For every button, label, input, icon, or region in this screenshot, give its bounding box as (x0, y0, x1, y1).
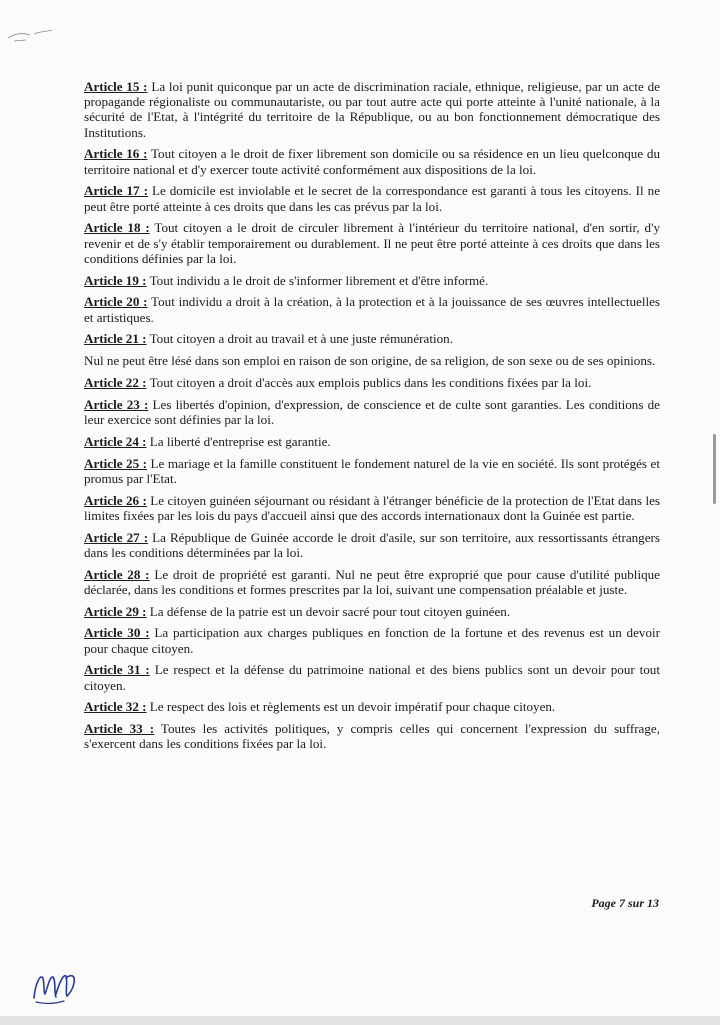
article-label: Article 17 : (84, 183, 148, 199)
article-paragraph (84, 79, 660, 140)
article-paragraph (84, 434, 660, 449)
article-label: Article 15 : (84, 79, 148, 94)
article-paragraph (84, 146, 660, 176)
article-paragraph (84, 294, 660, 324)
article-text: Tout citoyen a le droit de fixer librement son domicile ou sa résidence en un lieu quelconque du territoire national et d'y exercer toute activité conformément aux dispositions de la loi. (84, 146, 660, 177)
article-label: Article 27 : (84, 529, 149, 545)
article-text: Tout individu a le droit de s'informer librement et d'être informé. (146, 272, 489, 288)
article-paragraph (84, 220, 660, 266)
scrollbar-thumb[interactable] (713, 434, 716, 504)
article-paragraph (84, 331, 660, 346)
article-label: Article 28 : (84, 566, 150, 582)
article-text: La liberté d'entreprise est garantie. (146, 433, 331, 449)
article-text: Le respect et la défense du patrimoine national et des biens publics sont un devoir pour tout citoyen. (84, 662, 660, 693)
article-paragraph (84, 604, 660, 619)
article-text: La République de Guinée accorde le droit d'asile, sur son territoire, aux ressortissants étrangers dans les conditions déterminées par la loi. (84, 529, 660, 560)
article-label: Article 33 : (84, 721, 155, 737)
article-paragraph (84, 625, 660, 655)
article-label: Article 26 : (84, 492, 147, 508)
article-paragraph (84, 493, 660, 523)
article-paragraph (84, 375, 660, 390)
article-paragraph (84, 397, 660, 427)
article-text: Les libertés d'opinion, d'expression, de conscience et de culte sont garanties. Les conditions de leur exercice sont définies par la loi. (84, 396, 660, 427)
article-text: La loi punit quiconque par un acte de discrimination raciale, ethnique, religieuse, par un acte de propagande régionaliste ou communautariste, ou par tout autre acte qui porte atteinte à l'unité nationale, à la sécurité de l'Etat, à l'intégrité du territoire de la République, ou au bon fonctionnement démocratique des Institutions. (84, 79, 660, 140)
article-paragraph (84, 273, 660, 288)
article-text: Le citoyen guinéen séjournant ou résidant à l'étranger bénéficie de la protection de l'Etat dans les limites fixées par les lois du pays d'accueil ainsi que des accords internationaux dont la Guinée est partie. (84, 492, 660, 523)
article-label: Article 30 : (84, 625, 150, 641)
article-text: Nul ne peut être lésé dans son emploi en raison de son origine, de sa religion, de son sexe ou de ses opinions. (84, 353, 656, 369)
article-text: Tout citoyen a droit au travail et à une juste rémunération. (146, 331, 453, 347)
article-paragraph (84, 183, 660, 213)
article-label: Article 19 : (84, 272, 147, 288)
article-label: Article 23 : (84, 396, 149, 412)
article-paragraph (84, 456, 660, 486)
article-text: Le domicile est inviolable et le secret de la correspondance est garanti à tous les citoyens. Il ne peut être porté atteinte à ces droits que dans les cas prévus par la loi. (84, 183, 661, 214)
page-number: Page 7 sur 13 (591, 896, 659, 910)
article-paragraph (84, 721, 660, 751)
article-text: La défense de la patrie est un devoir sacré pour tout citoyen guinéen. (146, 603, 511, 619)
article-text: Tout individu a droit à la création, à la protection et à la jouissance de ses œuvres intellectuelles et artistiques. (84, 294, 660, 325)
article-paragraph (84, 530, 660, 560)
article-label: Article 18 : (84, 220, 150, 236)
article-text: Tout citoyen a le droit de circuler librement à l'intérieur du territoire national, d'en sortir, d'y revenir et de s'y établir temporairement ou durablement. Il ne peut être porté atteinte à ces droits que dans les conditions définies par la loi. (84, 220, 660, 266)
article-paragraph (84, 699, 660, 714)
article-label: Article 32 : (84, 699, 147, 715)
article-label: Article 21 : (84, 331, 147, 347)
article-continuation-paragraph (84, 353, 660, 368)
article-paragraph (84, 567, 660, 597)
article-paragraph (84, 662, 660, 692)
article-text: Toutes les activités politiques, y compris celles qui concernent l'expression du suffrage, s'exercent dans les conditions fixées par la loi. (84, 721, 660, 752)
article-text: Le respect des lois et règlements est un devoir impératif pour chaque citoyen. (146, 699, 556, 715)
article-label: Article 24 : (84, 433, 147, 449)
article-text: La participation aux charges publiques en fonction de la fortune et des revenus est un devoir pour chaque citoyen. (84, 625, 660, 656)
article-label: Article 16 : (84, 146, 148, 162)
article-label: Article 29 : (84, 603, 147, 619)
article-label: Article 25 : (84, 455, 148, 471)
article-label: Article 31 : (84, 662, 150, 678)
page-bottom-edge (0, 1016, 720, 1025)
handwritten-initials-signature (30, 964, 84, 1008)
article-label: Article 20 : (84, 294, 148, 310)
articles-body (84, 79, 660, 758)
article-text: Le droit de propriété est garanti. Nul ne peut être exproprié que pour cause d'utilité publique déclarée, dans les conditions et formes prescrites par la loi, suivant une compensation préalable et juste. (84, 566, 660, 597)
article-text: Le mariage et la famille constituent le fondement naturel de la vie en société. Ils sont protégés et promus par l'Etat. (84, 455, 660, 486)
article-text: Tout citoyen a droit d'accès aux emplois publics dans les conditions fixées par la loi. (146, 375, 592, 390)
article-label: Article 22 : (84, 375, 147, 390)
pen-scribble-mark (4, 26, 64, 46)
